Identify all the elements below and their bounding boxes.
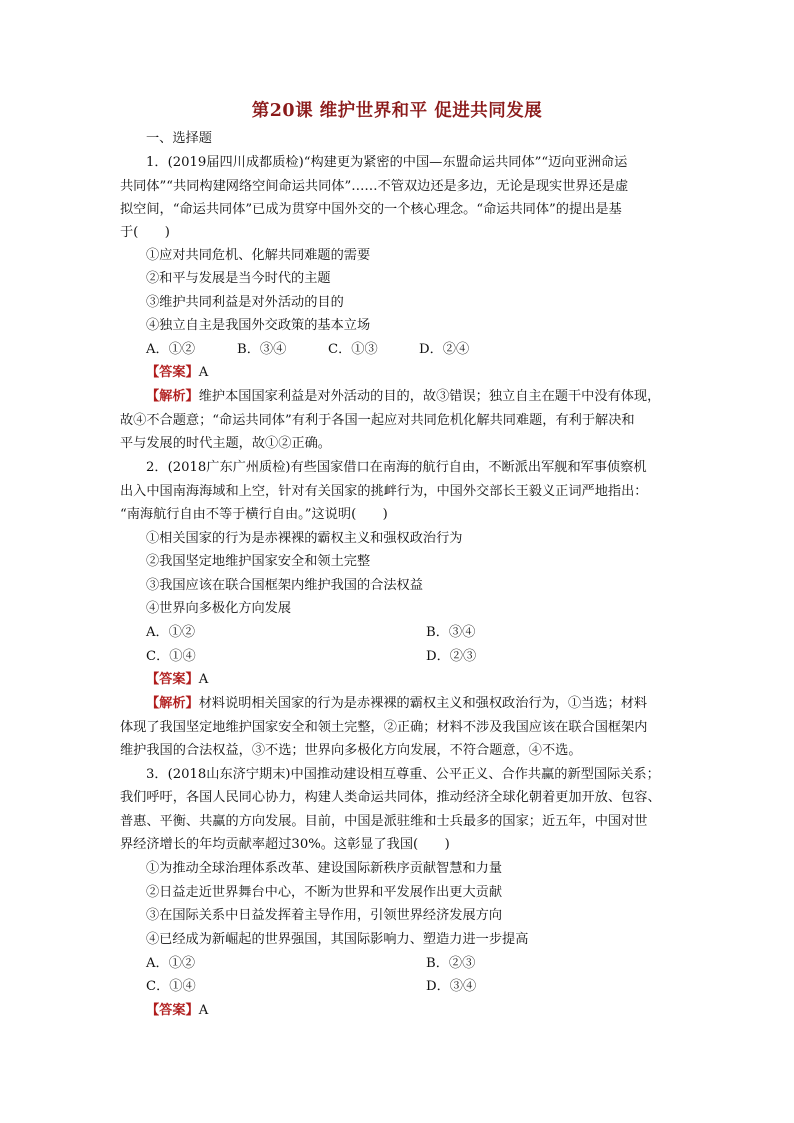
analysis-text: 材料说明相关国家的行为是赤裸裸的霸权主义和强权政治行为，①当选；材料 xyxy=(198,696,648,711)
q3-item: ③在国际关系中日益发挥着主导作用，引领世界经济发展方向 xyxy=(146,908,503,923)
q3-option-a: A．①② xyxy=(146,956,196,971)
q3-stem-line: 界经济增长的年均贡献率超过30%。这彰显了我国( ) xyxy=(120,837,450,852)
q3-option-c: C．①④ xyxy=(146,979,196,994)
analysis-label: 【解析】 xyxy=(146,696,199,711)
q2-answer xyxy=(146,670,208,690)
q1-item: ②和平与发展是当今时代的主题 xyxy=(146,271,331,286)
answer-value: A xyxy=(198,672,209,687)
q2-analysis-line: 体现了我国坚定地维护国家安全和领土完整，②正确；材料不涉及我国应该在联合国框架内 xyxy=(120,720,648,735)
q1-answer xyxy=(146,363,208,383)
answer-label: 【答案】 xyxy=(146,672,199,687)
q1-analysis-line: 故④不合题意；“命运共同体”有利于各国一起应对共同危机化解共同难题，有利于解决和 xyxy=(120,413,635,428)
q2-analysis-line: 维护我国的合法权益，③不选；世界向多极化方向发展，不符合题意，④不选。 xyxy=(120,743,582,758)
q1-option-d: D．②④ xyxy=(419,342,470,357)
q2-option-d: D．②③ xyxy=(426,649,477,664)
q3-stem-line: 3．(2018山东济宁期末)中国推动建设相互尊重、公平正义、合作共赢的新型国际关系； xyxy=(146,767,660,782)
q2-option-c: C．①④ xyxy=(146,649,196,664)
q2-item: ②我国坚定地维护国家安全和领土完整 xyxy=(146,554,371,569)
q2-stem-line: 2．(2018广东广州质检)有些国家借口在南海的航行自由，不断派出军舰和军事侦察机 xyxy=(146,460,647,475)
q3-item: ②日益走近世界舞台中心，不断为世界和平发展作出更大贡献 xyxy=(146,885,503,900)
analysis-label: 【解析】 xyxy=(146,389,199,404)
q3-item: ④已经成为新崛起的世界强国，其国际影响力、塑造力进一步提高 xyxy=(146,932,529,947)
q3-stem-line: 我们呼吁，各国人民同心协力，构建人类命运共同体，推动经济全球化朝着更加开放、包容、 xyxy=(120,790,661,805)
q1-analysis-line: 平与发展的时代主题，故①②正确。 xyxy=(120,436,331,451)
q1-item: ①应对共同危机、化解共同难题的需要 xyxy=(146,248,371,263)
q2-item: ①相关国家的行为是赤裸裸的霸权主义和强权政治行为 xyxy=(146,531,463,546)
q1-stem-line: 拟空间，“命运共同体”已成为贯穿中国外交的一个核心理念。“命运共同体”的提出是基 xyxy=(120,202,622,217)
page-title: 第20课 维护世界和平 促进共同发展 xyxy=(251,101,543,121)
answer-value: A xyxy=(198,1003,209,1018)
q2-option-a: A．①② xyxy=(146,625,196,640)
q3-option-d: D．③④ xyxy=(426,979,477,994)
q2-analysis-line xyxy=(146,694,647,714)
q1-stem-line: 1．(2019届四川成都质检)“构建更为紧密的中国—东盟命运共同体”“迈向亚洲命运 xyxy=(146,155,628,170)
q1-stem-line: 共同体”“共同构建网络空间命运共同体”……不管双边还是多边，无论是现实世界还是虚 xyxy=(120,179,629,194)
q3-option-b: B．②③ xyxy=(426,956,476,971)
q1-item: ③维护共同利益是对外活动的目的 xyxy=(146,295,344,310)
answer-label: 【答案】 xyxy=(146,1003,199,1018)
q2-item: ④世界向多极化方向发展 xyxy=(146,601,292,616)
q1-analysis-line xyxy=(146,387,660,407)
q1-item: ④独立自主是我国外交政策的基本立场 xyxy=(146,318,371,333)
q2-stem-line: “南海航行自由不等于横行自由。”这说明( ) xyxy=(120,507,388,522)
q1-option-b: B．③④ xyxy=(237,342,287,357)
q1-option-a: A．①② xyxy=(146,342,196,357)
q2-option-b: B．③④ xyxy=(426,625,476,640)
q3-item: ①为推动全球治理体系改革、建设国际新秩序贡献智慧和力量 xyxy=(146,861,503,876)
q2-stem-line: 出入中国南海海域和上空，针对有关国家的挑衅行为，中国外交部长王毅义正词严地指出： xyxy=(120,484,648,499)
q1-stem-line: 于( ) xyxy=(120,225,170,240)
q3-stem-line: 普惠、平衡、共赢的方向发展。目前，中国是派驻维和士兵最多的国家；近五年，中国对世 xyxy=(120,814,648,829)
analysis-text: 维护本国国家利益是对外活动的目的，故③错误；独立自主在题干中没有体现， xyxy=(198,389,661,404)
q2-item: ③我国应该在联合国框架内维护我国的合法权益 xyxy=(146,578,423,593)
q1-option-c: C．①③ xyxy=(328,342,378,357)
answer-label: 【答案】 xyxy=(146,365,199,380)
answer-value: A xyxy=(198,365,209,380)
section-heading: 一、选择题 xyxy=(146,131,212,146)
q3-answer xyxy=(146,1001,208,1021)
